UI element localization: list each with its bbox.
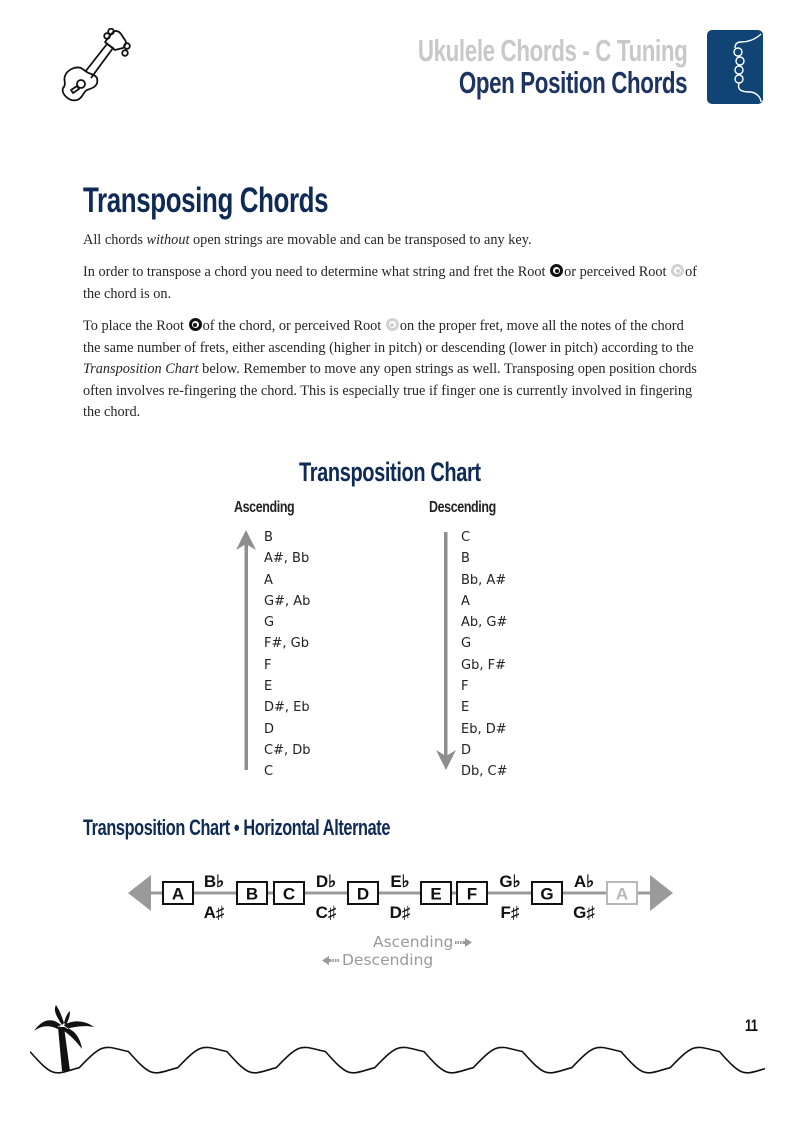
paragraph-movable-chords — [83, 230, 698, 252]
enharmonic-pair — [573, 872, 595, 922]
text: In order to transpose a chord you need to determine what string and fret the Root — [83, 264, 546, 280]
enharmonic-pair — [499, 872, 520, 922]
flat-note-label: B♭ — [203, 872, 225, 891]
note-box — [163, 882, 193, 904]
note-entry: F#, Gb — [264, 636, 309, 652]
note-entry: F — [264, 657, 272, 673]
ascending-arrow-icon — [234, 530, 258, 770]
left-arrow-icon — [322, 956, 339, 965]
root-filled-circle-icon — [550, 264, 563, 277]
note-box-label: G — [540, 884, 554, 904]
flat-note-label: G♭ — [499, 872, 521, 891]
enharmonic-pair — [204, 872, 225, 922]
transposition-chart-title: Transposition Chart — [299, 457, 481, 487]
note-box-label: E — [430, 884, 442, 904]
flat-note-label: A♭ — [573, 872, 595, 891]
note-entry: B — [461, 551, 470, 567]
wave-line-icon — [30, 1040, 765, 1078]
note-box-label: A — [171, 884, 185, 904]
text: on the proper fret, move all the notes of the chord the same number of frets, either ascending (higher in pitch) or descending (lower in pitch) according to the — [83, 318, 694, 356]
descending-legend — [322, 951, 433, 969]
note-box — [457, 882, 487, 904]
ascending-note-list — [264, 527, 311, 783]
sharp-note-label: F♯ — [500, 903, 520, 922]
note-box — [348, 882, 378, 904]
note-box — [532, 882, 562, 904]
note-box-label: D — [356, 884, 370, 904]
note-entry: A — [264, 572, 273, 588]
note-entry: A#, Bb — [264, 551, 310, 567]
text: of the chord is on. — [83, 264, 698, 302]
text: of the chord, or perceived Root — [202, 318, 382, 334]
horizontal-transposition-chart — [120, 862, 680, 928]
descending-legend-label: Descending — [342, 951, 434, 969]
note-entry: Db, C# — [461, 764, 508, 780]
note-entry: G — [264, 615, 275, 631]
text: open strings are movable and can be transposed to any key. — [189, 232, 532, 248]
note-entry: F — [461, 679, 469, 695]
text: below. Remember to move any open strings as well. Transposing open position chords often involves re-fingering the chord. This is especially true if finger one is currently involved in fingering the chord. — [83, 361, 697, 420]
perceived-root-circle-icon — [386, 318, 399, 331]
horizontal-chart-title: Transposition Chart • Horizontal Alternate — [83, 815, 391, 840]
flat-note-label: E♭ — [390, 872, 410, 891]
ascending-legend-label: Ascending — [373, 933, 454, 951]
note-box — [274, 882, 304, 904]
note-entry: B — [264, 530, 273, 545]
note-box — [607, 882, 637, 904]
note-box — [421, 882, 451, 904]
text: or perceived Root — [564, 264, 667, 280]
note-entry: E — [264, 679, 273, 695]
note-box — [237, 882, 267, 904]
header-title: Open Position Chords — [458, 65, 687, 100]
enharmonic-pair — [316, 872, 337, 922]
text: All chords — [83, 232, 147, 248]
note-entry: Gb, F# — [461, 657, 506, 673]
flat-note-label: D♭ — [315, 872, 337, 891]
ukulele-neck-tab-icon — [707, 30, 763, 104]
ukulele-icon — [55, 28, 133, 104]
descending-arrow-icon — [434, 532, 458, 770]
note-box-label: B — [245, 884, 259, 904]
right-arrow-icon — [455, 938, 472, 947]
page-number: 11 — [745, 1016, 758, 1035]
note-entry: C#, Db — [264, 742, 311, 758]
emphasis-text: Transposition Chart — [83, 361, 199, 377]
left-arrowhead-icon — [128, 875, 151, 911]
perceived-root-circle-icon — [671, 264, 684, 277]
note-entry: C — [461, 530, 471, 545]
ascending-legend — [373, 933, 472, 951]
note-entry: Eb, D# — [461, 721, 507, 737]
sharp-note-label: C♯ — [315, 903, 337, 922]
sharp-note-label: A♯ — [203, 903, 225, 922]
note-entry: E — [461, 700, 470, 716]
page-title: Transposing Chords — [83, 181, 329, 220]
note-box-label: C — [282, 884, 296, 904]
note-box-label: A — [615, 884, 629, 904]
note-box-label: F — [466, 884, 478, 904]
note-entry: C — [264, 764, 274, 780]
descending-note-list — [461, 527, 508, 783]
note-entry: Ab, G# — [461, 615, 508, 631]
paragraph-determine-root — [83, 262, 698, 305]
note-entry: Bb, A# — [461, 572, 507, 588]
emphasis-text: without — [146, 232, 190, 248]
text: To place the Root — [83, 318, 185, 334]
sharp-note-label: G♯ — [573, 903, 595, 922]
descending-column-header: Descending — [429, 499, 496, 516]
right-arrowhead-icon — [650, 875, 673, 911]
note-entry: G — [461, 636, 472, 652]
enharmonic-pair — [390, 872, 411, 922]
note-entry: D — [461, 742, 472, 758]
note-entry: D#, Eb — [264, 700, 310, 716]
paragraph-place-root — [83, 316, 698, 424]
root-filled-circle-icon — [189, 318, 202, 331]
note-entry: D — [264, 721, 275, 737]
note-entry: A — [461, 593, 470, 609]
note-entry: G#, Ab — [264, 593, 311, 609]
ascending-column-header: Ascending — [234, 499, 295, 516]
header-subtitle: Ukulele Chords - C Tuning — [417, 33, 687, 68]
sharp-note-label: D♯ — [389, 903, 411, 922]
